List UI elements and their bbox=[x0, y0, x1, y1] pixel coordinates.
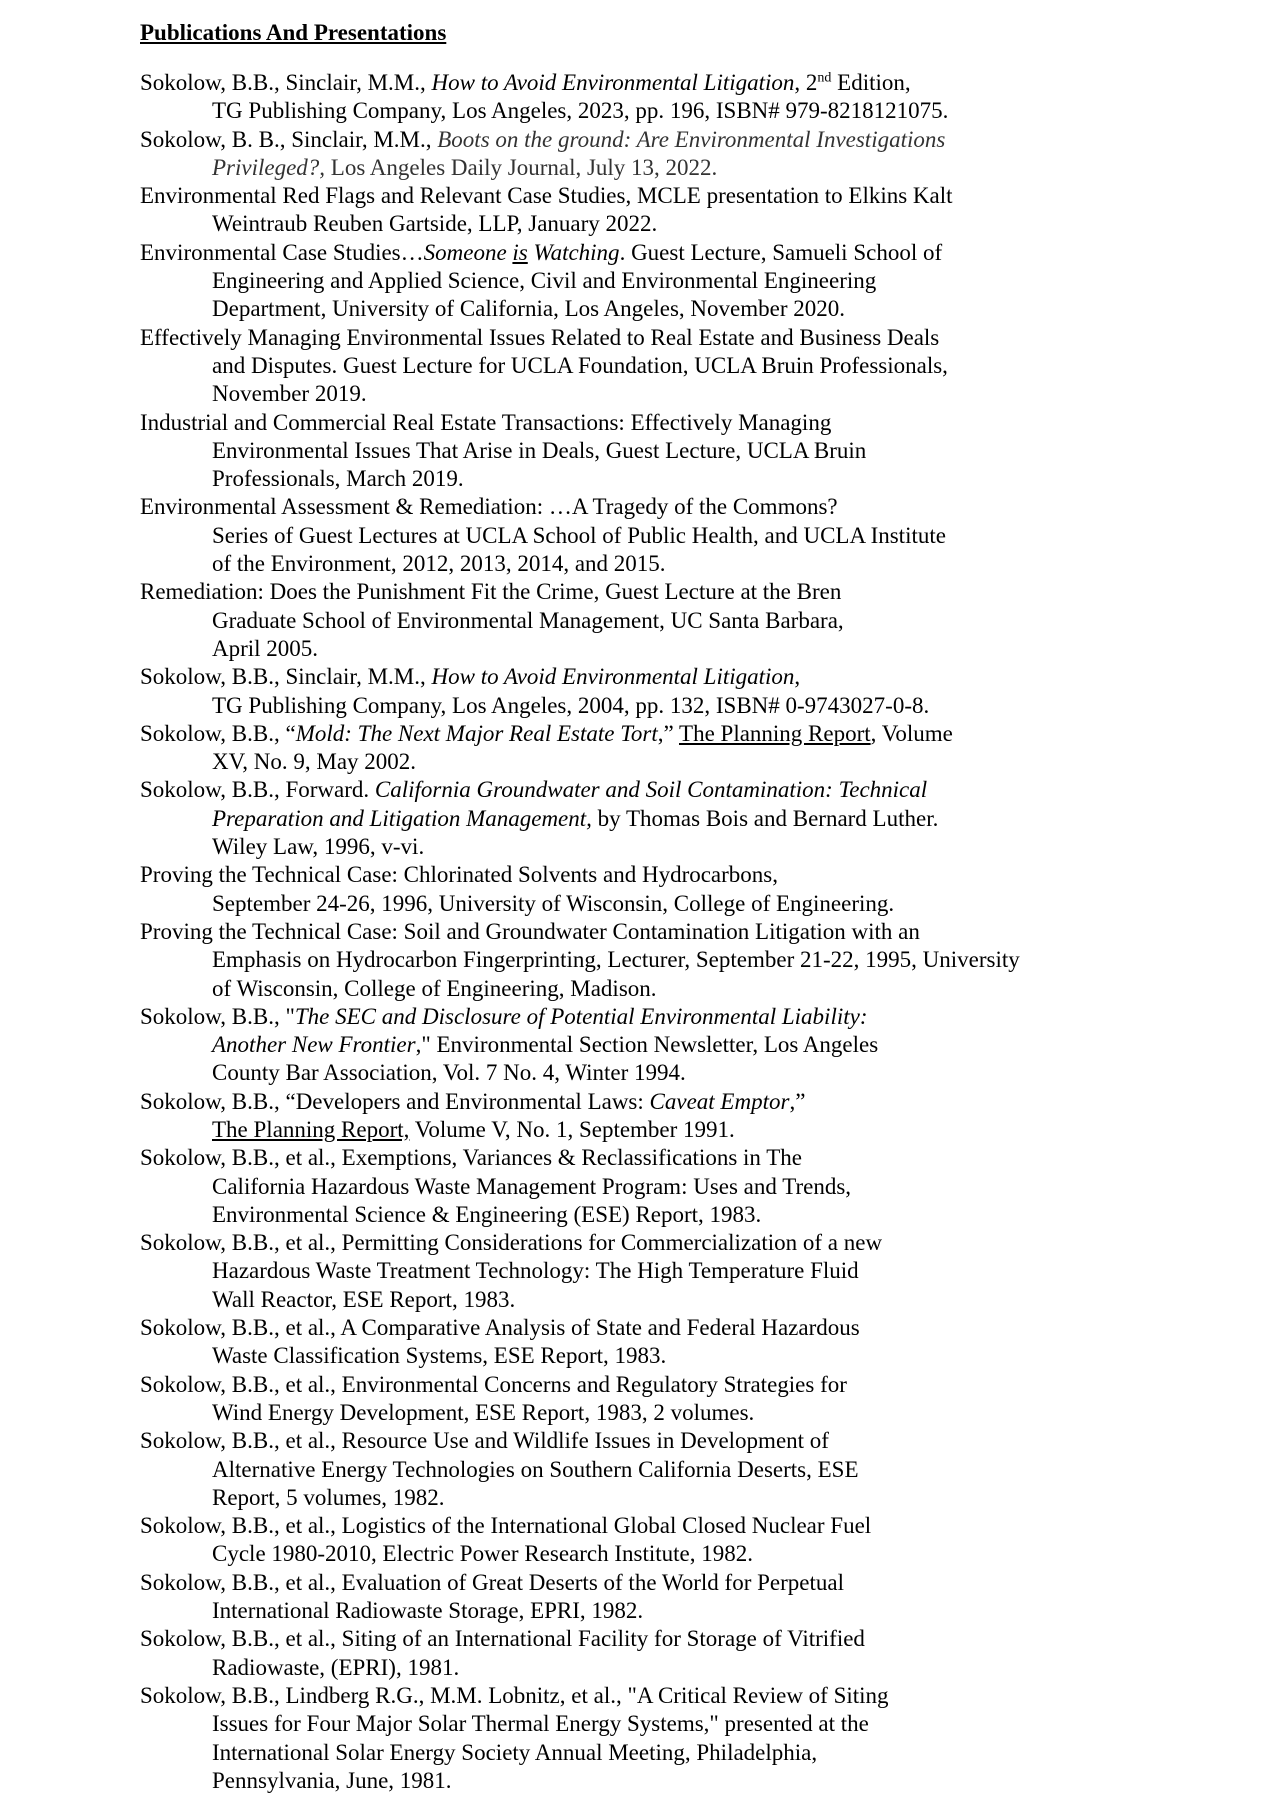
publication-entry-comparative-analysis bbox=[140, 1314, 1250, 1371]
entry-text-segment: Another New Frontier bbox=[212, 1032, 416, 1058]
entry-text-segment: The SEC and Disclosure of Potential Environmental Liability: bbox=[294, 1003, 868, 1029]
publication-entry-vitrified-radiowaste bbox=[140, 1625, 1250, 1682]
entry-text-segment: of the Environment, 2012, 2013, 2014, and 2015. bbox=[212, 551, 666, 577]
entry-text-segment: Hazardous Waste Treatment Technology: The High Temperature Fluid bbox=[212, 1258, 859, 1284]
entry-text-segment: November 2019. bbox=[212, 381, 367, 407]
entry-text-segment: TG Publishing Company, Los Angeles, 2023, pp. 196, ISBN# 979-8218121075. bbox=[212, 98, 949, 124]
entry-text-segment: County Bar Association, Vol. 7 No. 4, Winter 1994. bbox=[212, 1060, 686, 1086]
entry-text-segment: Privileged?, bbox=[212, 154, 326, 180]
entry-text-segment: , Volume bbox=[870, 720, 953, 746]
entry-text-segment: Emphasis on Hydrocarbon Fingerprinting, Lecturer, September 21-22, 1995, University bbox=[212, 947, 1020, 973]
publication-list bbox=[140, 69, 1250, 1795]
entry-text-segment: of Wisconsin, College of Engineering, Madison. bbox=[212, 975, 657, 1001]
entry-text-segment: Boots on the ground: Are Environmental Investigations bbox=[437, 126, 946, 152]
document-page bbox=[140, 18, 1250, 1795]
entry-text-segment: Los Angeles Daily Journal, July 13, 2022. bbox=[325, 154, 718, 180]
entry-text-segment: The Planning Report bbox=[679, 720, 871, 746]
entry-text-segment: Remediation: Does the Punishment Fit the Crime, Guest Lecture at the Bren bbox=[140, 579, 842, 605]
entry-text-segment: Report, 5 volumes, 1982. bbox=[212, 1484, 445, 1510]
entry-text-segment: Watching bbox=[527, 239, 620, 265]
entry-text-segment: Sokolow, B. B., Sinclair, M.M., bbox=[140, 126, 438, 152]
entry-text-segment: Environmental Assessment & Remediation: …A Tragedy of the Commons? bbox=[140, 494, 838, 520]
entry-text-segment: , bbox=[794, 664, 801, 690]
entry-text-segment: Sokolow, B.B., et al., Environmental Concerns and Regulatory Strategies for bbox=[140, 1371, 847, 1397]
publication-entry-remediation-punishment bbox=[140, 578, 1250, 663]
entry-text-segment: by Thomas Bois and Bernard Luther. bbox=[591, 805, 939, 831]
publication-entry-mold-real-estate-tort bbox=[140, 720, 1250, 777]
publication-entry-exemptions-variances bbox=[140, 1144, 1250, 1229]
entry-text-segment: Effectively Managing Environmental Issues Related to Real Estate and Business Deals bbox=[140, 324, 940, 350]
entry-text-segment: Graduate School of Environmental Management, UC Santa Barbara, bbox=[212, 607, 844, 633]
entry-text-segment: is bbox=[512, 239, 528, 265]
publication-entry-nuclear-fuel-cycle bbox=[140, 1512, 1250, 1569]
publication-entry-environmental-case-studies bbox=[140, 239, 1250, 324]
entry-text-segment: Sokolow, B.B., “Developers and Environmental Laws: bbox=[140, 1088, 650, 1114]
publication-entry-boots-on-the-ground bbox=[140, 126, 1250, 183]
page-title: Publications And Presentations bbox=[140, 20, 447, 45]
entry-text-segment: Engineering and Applied Science, Civil and Environmental Engineering bbox=[212, 268, 877, 294]
entry-text-segment: Pennsylvania, June, 1981. bbox=[212, 1767, 452, 1793]
entry-text-segment: International Radiowaste Storage, EPRI, 1982. bbox=[212, 1598, 644, 1624]
entry-text-segment: Sokolow, B.B., Sinclair, M.M., bbox=[140, 70, 432, 95]
entry-text-segment: ," Environmental Section Newsletter, Los Angeles bbox=[415, 1032, 879, 1058]
entry-text-segment: Sokolow, B.B., et al., Resource Use and Wildlife Issues in Development of bbox=[140, 1428, 829, 1454]
entry-text-segment: Sokolow, B.B., et al., Exemptions, Variances & Reclassifications in The bbox=[140, 1145, 803, 1171]
entry-text-segment: April 2005. bbox=[212, 635, 319, 661]
entry-text-segment: Series of Guest Lectures at UCLA School of Public Health, and UCLA Institute bbox=[212, 522, 946, 548]
entry-text-segment: Sokolow, B.B., Forward. bbox=[140, 777, 375, 803]
entry-text-segment: Volume V, No. 1, September 1991. bbox=[409, 1116, 735, 1142]
entry-text-segment: and Disputes. Guest Lecture for UCLA Foundation, UCLA Bruin Professionals, bbox=[212, 352, 948, 378]
entry-text-segment: Environmental Red Flags and Relevant Case Studies, MCLE presentation to Elkins Kalt bbox=[140, 183, 953, 209]
publication-entry-solar-thermal-review bbox=[140, 1682, 1250, 1795]
entry-text-segment: Environmental Science & Engineering (ESE) Report, 1983. bbox=[212, 1201, 762, 1227]
entry-text-segment: , 2 bbox=[794, 70, 818, 95]
entry-text-segment: Someone bbox=[423, 239, 513, 265]
publication-entry-developers-caveat-emptor bbox=[140, 1088, 1250, 1145]
entry-text-segment: Wind Energy Development, ESE Report, 1983, 2 volumes. bbox=[212, 1399, 755, 1425]
entry-text-segment: Proving the Technical Case: Soil and Groundwater Contamination Litigation with an bbox=[140, 918, 920, 944]
publication-entry-industrial-commercial bbox=[140, 409, 1250, 494]
entry-text-segment: California Groundwater and Soil Contamination: Technical bbox=[374, 777, 928, 803]
entry-text-segment: Sokolow, B.B., et al., A Comparative Analysis of State and Federal Hazardous bbox=[140, 1315, 860, 1341]
entry-text-segment: ,” bbox=[789, 1088, 806, 1114]
entry-text-segment: Proving the Technical Case: Chlorinated Solvents and Hydrocarbons, bbox=[140, 862, 779, 888]
entry-text-segment: Edition, bbox=[831, 70, 911, 95]
entry-text-segment: Sokolow, B.B., Sinclair, M.M., bbox=[140, 664, 432, 690]
publication-entry-great-deserts bbox=[140, 1569, 1250, 1626]
entry-text-segment: Sokolow, B.B., et al., Permitting Considerations for Commercialization of a new bbox=[140, 1230, 883, 1256]
entry-text-segment: Waste Classification Systems, ESE Report, 1983. bbox=[212, 1343, 667, 1369]
entry-text-segment: Environmental Case Studies… bbox=[140, 239, 424, 265]
publication-entry-resource-use-wildlife bbox=[140, 1427, 1250, 1512]
entry-text-segment: How to Avoid Environmental Litigation bbox=[431, 70, 795, 95]
entry-text-segment: The Planning Report, bbox=[212, 1116, 410, 1142]
publication-entry-how-to-avoid-2004 bbox=[140, 663, 1250, 720]
entry-text-segment: Sokolow, B.B., " bbox=[140, 1003, 295, 1029]
entry-text-segment: Wiley Law, 1996, v-vi. bbox=[212, 834, 425, 860]
entry-text-segment: Radiowaste, (EPRI), 1981. bbox=[212, 1654, 460, 1680]
entry-text-segment: Cycle 1980-2010, Electric Power Research Institute, 1982. bbox=[212, 1541, 753, 1567]
entry-text-segment: Sokolow, B.B., Lindberg R.G., M.M. Lobnitz, et al., "A Critical Review of Siting bbox=[140, 1682, 889, 1708]
entry-text-segment: Preparation and Litigation Management, bbox=[212, 805, 592, 831]
publication-entry-assessment-remediation bbox=[140, 493, 1250, 578]
publication-entry-forward-groundwater bbox=[140, 776, 1250, 861]
entry-text-segment: Wall Reactor, ESE Report, 1983. bbox=[212, 1286, 516, 1312]
publication-entry-wind-energy bbox=[140, 1371, 1250, 1428]
entry-text-segment: International Solar Energy Society Annual Meeting, Philadelphia, bbox=[212, 1739, 818, 1765]
publication-entry-how-to-avoid-2nd-edition bbox=[140, 69, 1250, 126]
entry-text-segment: September 24-26, 1996, University of Wisconsin, College of Engineering. bbox=[212, 890, 895, 916]
entry-text-segment: Mold: The Next Major Real Estate Tort bbox=[295, 720, 658, 746]
entry-text-segment: Department, University of California, Los Angeles, November 2020. bbox=[212, 296, 845, 322]
publication-entry-environmental-red-flags bbox=[140, 182, 1250, 239]
entry-text-segment: Sokolow, B.B., et al., Evaluation of Great Deserts of the World for Perpetual bbox=[140, 1569, 844, 1595]
entry-text-segment: Professionals, March 2019. bbox=[212, 466, 464, 492]
entry-text-segment: Environmental Issues That Arise in Deals, Guest Lecture, UCLA Bruin bbox=[212, 437, 867, 463]
entry-text-segment: Alternative Energy Technologies on Southern California Deserts, ESE bbox=[212, 1456, 859, 1482]
entry-text-segment: Issues for Four Major Solar Thermal Energy Systems," presented at the bbox=[212, 1711, 869, 1737]
entry-text-segment: Sokolow, B.B., et al., Logistics of the International Global Closed Nuclear Fuel bbox=[140, 1513, 872, 1539]
entry-text-segment: Sokolow, B.B., et al., Siting of an International Facility for Storage of Vitrified bbox=[140, 1626, 865, 1652]
publication-entry-permitting-considerations bbox=[140, 1229, 1250, 1314]
entry-text-segment: Industrial and Commercial Real Estate Transactions: Effectively Managing bbox=[140, 409, 832, 435]
entry-text-segment: How to Avoid Environmental Litigation bbox=[431, 664, 795, 690]
entry-text-segment: California Hazardous Waste Management Program: Uses and Trends, bbox=[212, 1173, 852, 1199]
entry-text-segment: . Guest Lecture, Samueli School of bbox=[619, 239, 943, 265]
entry-text-segment: Caveat Emptor bbox=[649, 1088, 790, 1114]
publication-entry-proving-chlorinated bbox=[140, 861, 1250, 918]
entry-text-segment: Weintraub Reuben Gartside, LLP, January 2022. bbox=[212, 211, 658, 237]
publication-entry-sec-disclosure bbox=[140, 1003, 1250, 1088]
entry-text-segment: nd bbox=[817, 70, 832, 86]
entry-text-segment: TG Publishing Company, Los Angeles, 2004, pp. 132, ISBN# 0-9743027-0-8. bbox=[212, 692, 930, 718]
entry-text-segment: Sokolow, B.B., “ bbox=[140, 720, 296, 746]
publication-entry-effectively-managing bbox=[140, 324, 1250, 409]
entry-text-segment: XV, No. 9, May 2002. bbox=[212, 749, 417, 775]
publication-entry-proving-soil-groundwater bbox=[140, 918, 1250, 1003]
entry-text-segment: ,” bbox=[657, 720, 680, 746]
